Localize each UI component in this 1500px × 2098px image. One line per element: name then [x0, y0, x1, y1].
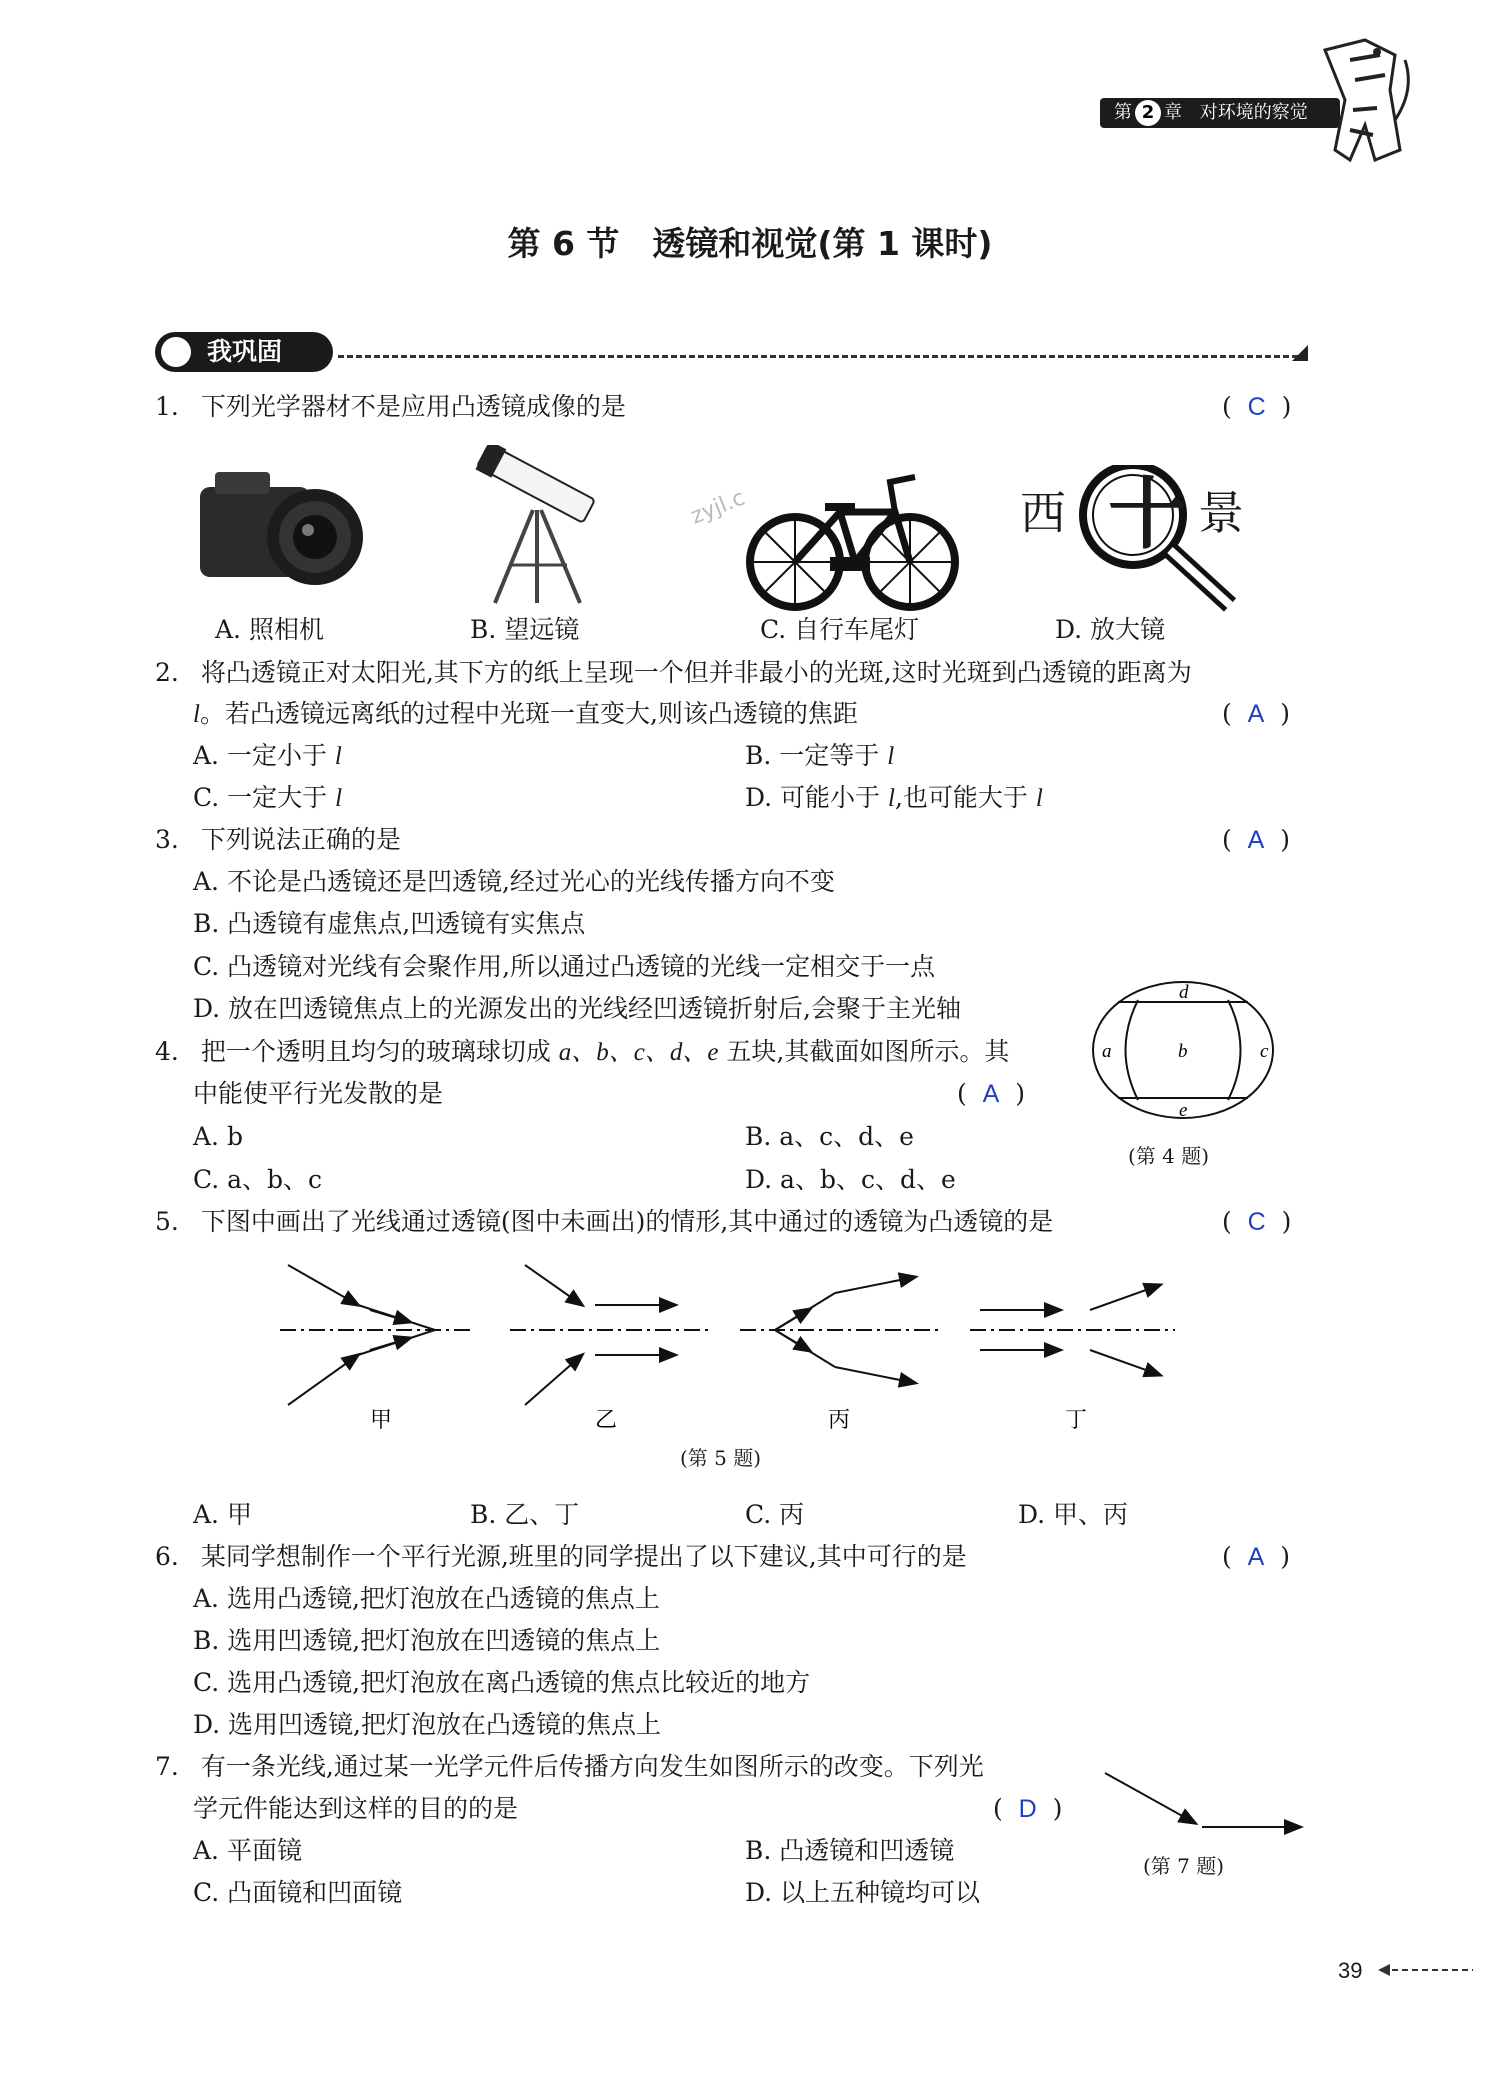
q1-number: 1.	[155, 392, 179, 421]
q2-stem-line2	[193, 697, 858, 732]
q3-answer-value: A	[1247, 826, 1265, 854]
q1-option-c: C. 自行车尾灯	[760, 615, 920, 644]
magnifier-text-left: 西	[1020, 486, 1066, 540]
q2-number: 2.	[155, 658, 179, 687]
q3-option-a: A. 不论是凸透镜还是凹透镜,经过光心的光线传播方向不变	[193, 867, 835, 896]
section-badge-label: 我巩固	[207, 337, 283, 366]
q7-stem-line1	[155, 1750, 984, 1784]
q4-option-a: A. b	[193, 1122, 243, 1151]
chapter-prefix: 第	[1114, 102, 1132, 123]
q6-option-b: B. 选用凹透镜,把灯泡放在凹透镜的焦点上	[193, 1626, 661, 1655]
fig4-label-e: e	[1179, 1100, 1188, 1121]
q4-number: 4.	[155, 1037, 179, 1066]
q6-stem	[155, 1540, 967, 1574]
q5-answer-value: C	[1247, 1208, 1266, 1236]
magnifier-figure	[1020, 465, 1244, 615]
q3-stem	[155, 823, 401, 857]
q6-answer-value: A	[1247, 1543, 1265, 1571]
chapter-title: 对环境的察觉	[1199, 102, 1308, 123]
q7-text-line1: 有一条光线,通过某一光学元件后传播方向发生如图所示的改变。下列光	[200, 1752, 984, 1781]
page-arrow-icon	[1378, 1962, 1473, 1978]
diagram-bing	[740, 1277, 940, 1383]
q7-number: 7.	[155, 1752, 179, 1781]
q5-stem	[155, 1205, 1053, 1239]
diagram-label-yi: 乙	[595, 1408, 618, 1433]
fig4-label-c: c	[1260, 1041, 1269, 1062]
q5-option-d: D. 甲、丙	[1018, 1500, 1129, 1529]
q5-caption: (第 5 题)	[680, 1446, 762, 1470]
page-number: 39	[1338, 1958, 1363, 1983]
diagram-jia	[280, 1265, 470, 1405]
q2-answer-value: A	[1247, 700, 1265, 728]
q7-answer-value: D	[1018, 1795, 1037, 1823]
q4-stem-line1: 4. 把一个透明且均匀的玻璃球切成 a、b、c、d、e 五块,其截面如图所示。其	[155, 1037, 1010, 1066]
q5-number: 5.	[155, 1207, 179, 1236]
diagram-label-ding: 丁	[1065, 1408, 1088, 1433]
q3-answer: ( A )	[1222, 825, 1290, 854]
corner-triangle-icon	[1292, 345, 1308, 361]
chapter-suffix: 章	[1164, 102, 1182, 123]
section-badge	[155, 332, 333, 372]
magnifier-text-enlarged: 十	[1108, 470, 1187, 560]
q2-text-line2: 。若凸透镜远离纸的过程中光斑一直变大,则该凸透镜的焦距	[199, 699, 858, 728]
q5-option-b: B. 乙、丁	[470, 1500, 580, 1529]
q7-option-c: C. 凸面镜和凹面镜	[193, 1878, 403, 1907]
q3-option-c: C. 凸透镜对光线有会聚作用,所以通过凸透镜的光线一定相交于一点	[193, 952, 936, 981]
q4-answer: ( A )	[957, 1079, 1025, 1108]
q3-number: 3.	[155, 825, 179, 854]
q2-option-c: C. 一定大于 l	[193, 783, 343, 812]
chapter-header	[1100, 98, 1340, 128]
section-divider	[338, 355, 1298, 358]
q2-var: l	[193, 701, 200, 728]
q4-caption: (第 4 题)	[1128, 1144, 1210, 1168]
q2-stem-line1	[155, 656, 1192, 690]
telescope-icon	[475, 445, 605, 605]
q2-option-b: B. 一定等于 l	[745, 741, 895, 770]
q1-option-b: B. 望远镜	[470, 615, 580, 644]
diagram-label-bing: 丙	[828, 1408, 851, 1433]
diagram-yi	[510, 1265, 710, 1405]
q4-stem-line2: 中能使平行光发散的是	[193, 1079, 444, 1108]
camera-icon	[190, 462, 370, 587]
q5-answer: ( C )	[1222, 1207, 1292, 1236]
q7-option-a: A. 平面镜	[193, 1836, 302, 1865]
fig4-label-a: a	[1102, 1041, 1112, 1062]
fig4-label-d: d	[1179, 982, 1189, 1003]
magnifier-text-right: 景	[1198, 486, 1244, 540]
q2-answer: ( A )	[1222, 699, 1290, 728]
q5-option-c: C. 丙	[745, 1500, 805, 1529]
q3-text: 下列说法正确的是	[200, 825, 401, 854]
q6-text: 某同学想制作一个平行光源,班里的同学提出了以下建议,其中可行的是	[200, 1542, 967, 1571]
q5-option-a: A. 甲	[193, 1500, 252, 1529]
q7-ray-figure	[1100, 1765, 1305, 1835]
q1-text: 下列光学器材不是应用凸透镜成像的是	[200, 392, 626, 421]
q6-answer: ( A )	[1222, 1542, 1290, 1571]
q1-answer-value: C	[1247, 393, 1266, 421]
bicycle-icon	[745, 462, 960, 612]
page-title: 第 6 节 透镜和视觉(第 1 课时)	[507, 224, 993, 263]
diagram-ding	[970, 1285, 1175, 1375]
q4-option-d: D. a、b、c、d、e	[745, 1165, 956, 1194]
glass-ball-figure	[1088, 978, 1278, 1128]
chapter-number: 2	[1135, 100, 1161, 126]
q4-option-b: B. a、c、d、e	[745, 1122, 914, 1151]
q4-answer-value: A	[982, 1080, 1000, 1108]
tiger-mascot-icon	[1305, 30, 1415, 170]
q2-option-a: A. 一定小于 l	[193, 741, 342, 770]
q1-option-a: A. 照相机	[215, 615, 324, 644]
q1-option-d: D. 放大镜	[1055, 615, 1166, 644]
q7-option-d: D. 以上五种镜均可以	[745, 1878, 981, 1907]
q4-pieces: a、b、c、d、e	[558, 1039, 719, 1066]
watermark: zyjl.c	[687, 485, 749, 530]
q6-number: 6.	[155, 1542, 179, 1571]
q5-ray-diagrams	[270, 1255, 1180, 1445]
pencil-notebook-icon	[161, 337, 191, 367]
q3-option-b: B. 凸透镜有虚焦点,凹透镜有实焦点	[193, 909, 586, 938]
q7-option-b: B. 凸透镜和凹透镜	[745, 1836, 955, 1865]
q2-option-d: D. 可能小于 l,也可能大于 l	[745, 783, 1043, 812]
q6-option-c: C. 选用凸透镜,把灯泡放在离凸透镜的焦点比较近的地方	[193, 1668, 811, 1697]
q2-text-line1: 将凸透镜正对太阳光,其下方的纸上呈现一个但并非最小的光斑,这时光斑到凸透镜的距离为	[200, 658, 1192, 687]
q7-stem-line2: 学元件能达到这样的目的的是	[193, 1794, 519, 1823]
q7-answer: ( D )	[993, 1794, 1063, 1823]
fig4-label-b: b	[1178, 1041, 1188, 1062]
q4-option-c: C. a、b、c	[193, 1165, 323, 1194]
diagram-label-jia: 甲	[370, 1408, 393, 1433]
q6-option-d: D. 选用凹透镜,把灯泡放在凸透镜的焦点上	[193, 1710, 661, 1739]
q1-stem	[155, 390, 626, 424]
q3-option-d: D. 放在凹透镜焦点上的光源发出的光线经凹透镜折射后,会聚于主光轴	[193, 994, 961, 1023]
q6-option-a: A. 选用凸透镜,把灯泡放在凸透镜的焦点上	[193, 1584, 660, 1613]
q5-text: 下图中画出了光线通过透镜(图中未画出)的情形,其中通过的透镜为凸透镜的是	[200, 1207, 1054, 1236]
q1-answer: ( C )	[1222, 392, 1292, 421]
q7-caption: (第 7 题)	[1143, 1854, 1225, 1878]
